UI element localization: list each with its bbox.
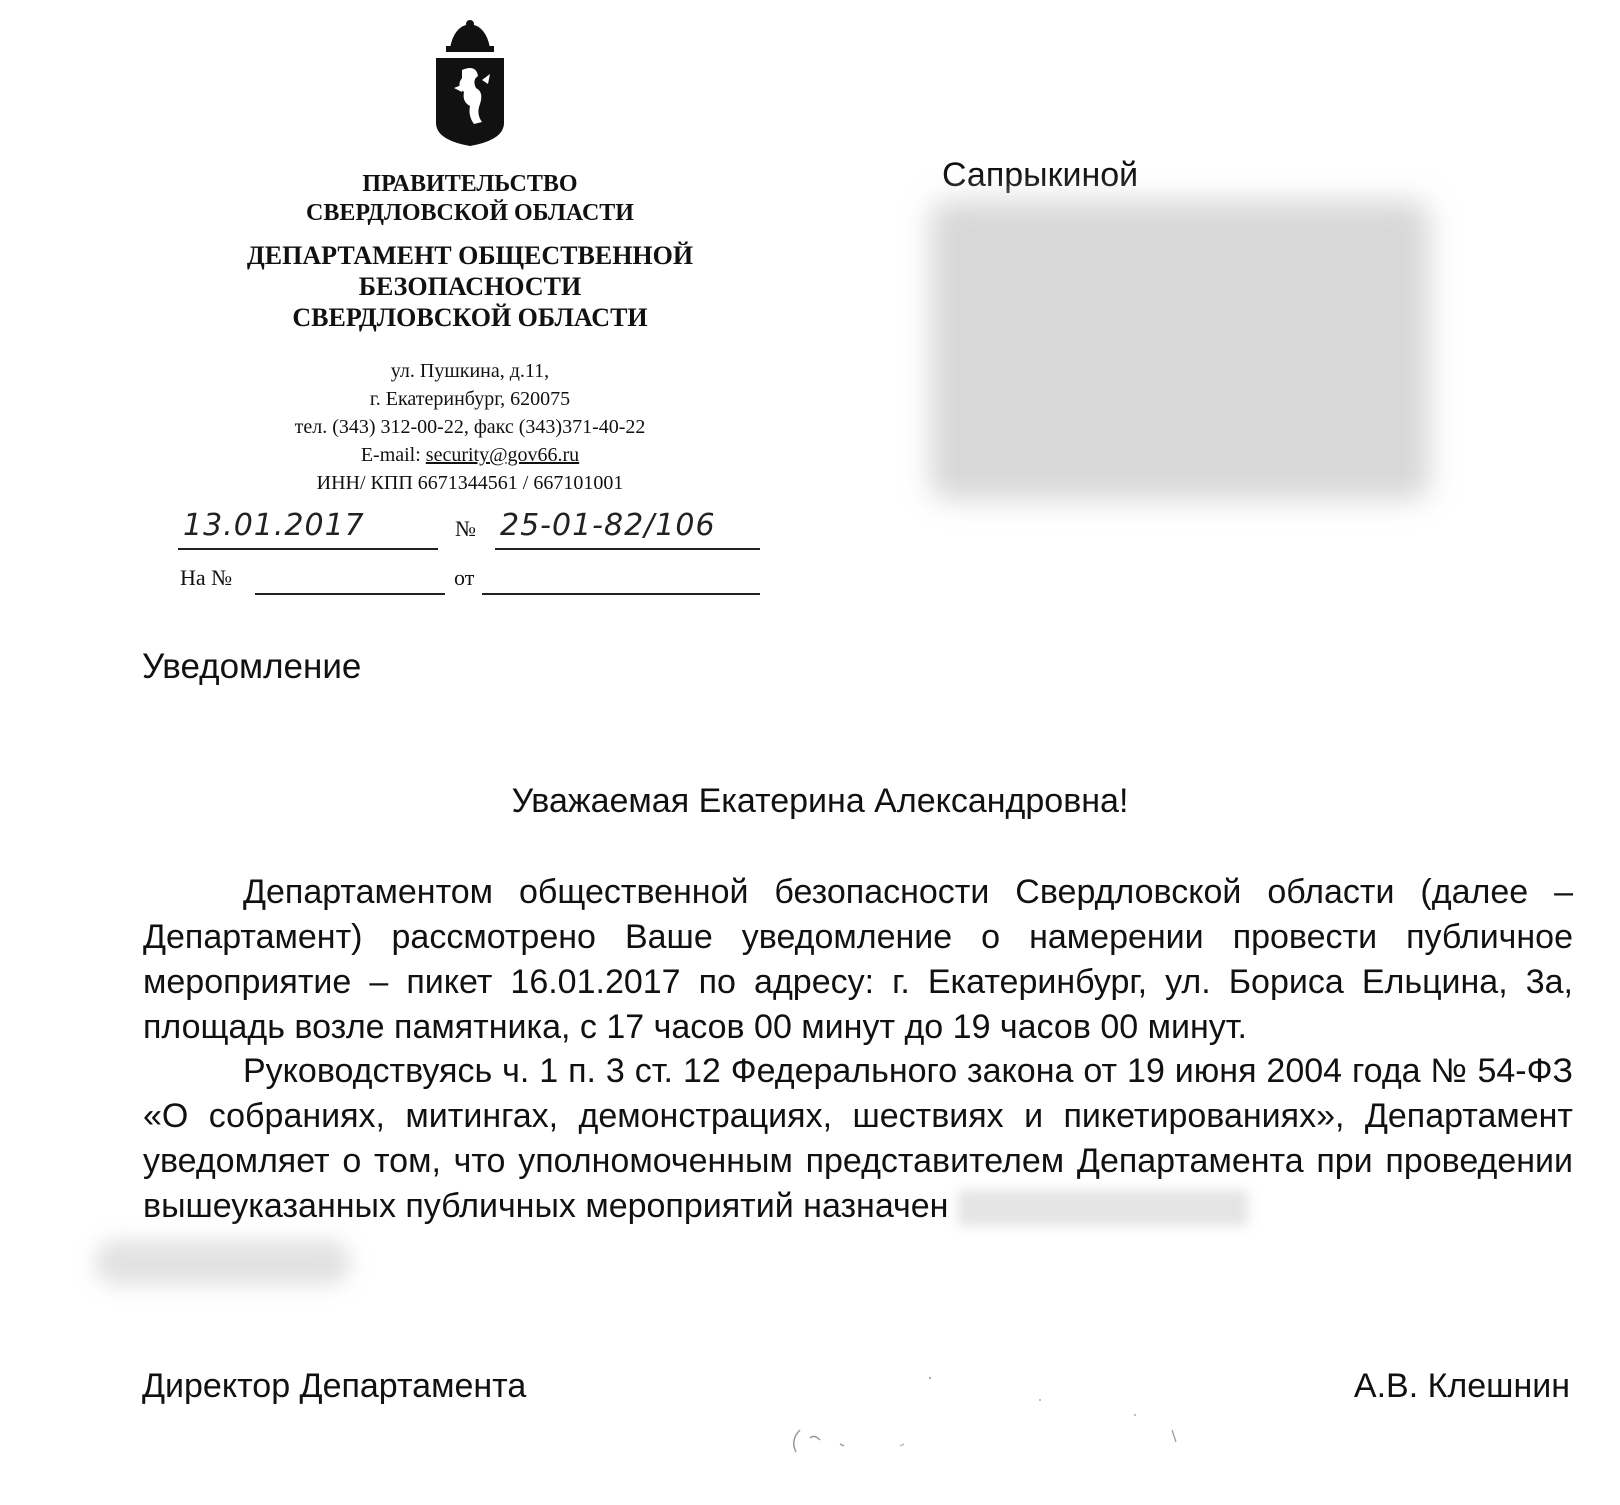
document-type: Уведомление — [142, 647, 362, 686]
phone-line: тел. (343) 312-00-22, факс (343)371-40-22 — [294, 416, 646, 438]
registration-number: 25-01-82/106 — [500, 508, 716, 543]
inn-line: ИНН/ КПП 6671344561 / 667101001 — [316, 472, 624, 494]
department-header — [170, 240, 770, 333]
number-underline — [495, 548, 760, 550]
government-header — [170, 170, 770, 228]
signatory-title: Директор Департамента — [142, 1367, 527, 1405]
email-label: E-mail: — [360, 444, 426, 466]
department-line3: СВЕРДЛОВСКОЙ ОБЛАСТИ — [292, 303, 648, 332]
department-line2: БЕЗОПАСНОСТИ — [358, 272, 582, 301]
handwritten-signature — [780, 1360, 1200, 1470]
paragraph-2 — [143, 1049, 1573, 1229]
redacted-representative-name — [958, 1190, 1248, 1226]
coat-of-arms-icon — [432, 18, 508, 148]
reference-from-underline — [482, 593, 760, 595]
department-line1: ДЕПАРТАМЕНТ ОБЩЕСТВЕННОЙ — [246, 241, 694, 270]
reference-number-label: На № — [180, 565, 233, 590]
government-line1: ПРАВИТЕЛЬСТВО — [362, 171, 578, 197]
redacted-representative-name-continued — [95, 1240, 350, 1285]
paragraph-2-text: Руководствуясь ч. 1 п. 3 ст. 12 Федерального закона от 19 июня 2004 года № 54-ФЗ «О собраниях, митингах, демонстрациях, шествиях и пикетированиях», Департамент уведомляет о том, что уполномоченным представителем Департамента при проведении вышеуказанных публичных мероприятий назначен — [143, 1052, 1573, 1225]
registration-number-label: № — [455, 516, 476, 541]
email-line — [170, 441, 770, 469]
reference-number-underline — [255, 593, 445, 595]
date-underline — [178, 548, 438, 550]
signatory-name: А.В. Клешнин — [1353, 1367, 1570, 1405]
salutation: Уважаемая Екатерина Александровна! — [511, 782, 1129, 820]
department-contacts — [170, 357, 770, 497]
address-line1: ул. Пушкина, д.11, — [390, 360, 550, 382]
registration-date: 13.01.2017 — [183, 508, 365, 543]
address-line2: г. Екатеринбург, 620075 — [369, 388, 571, 410]
government-line2: СВЕРДЛОВСКОЙ ОБЛАСТИ — [306, 200, 634, 226]
email-link[interactable]: security@gov66.ru — [425, 444, 580, 466]
reference-from-label: от — [454, 565, 475, 590]
redacted-addressee-block — [930, 200, 1430, 500]
paragraph-1: Департаментом общественной безопасности Свердловской области (далее – Департамент) рассмотрено Ваше уведомление о намерении провести публичное мероприятие – пикет 16.01.2017 по адресу: г. Екатеринбург, ул. Бориса Ельцина, 3а, площадь возле памятника, с 17 часов 00 минут до 19 часов 00 минут. — [143, 873, 1573, 1046]
addressee-surname: Сапрыкиной — [942, 156, 1139, 194]
